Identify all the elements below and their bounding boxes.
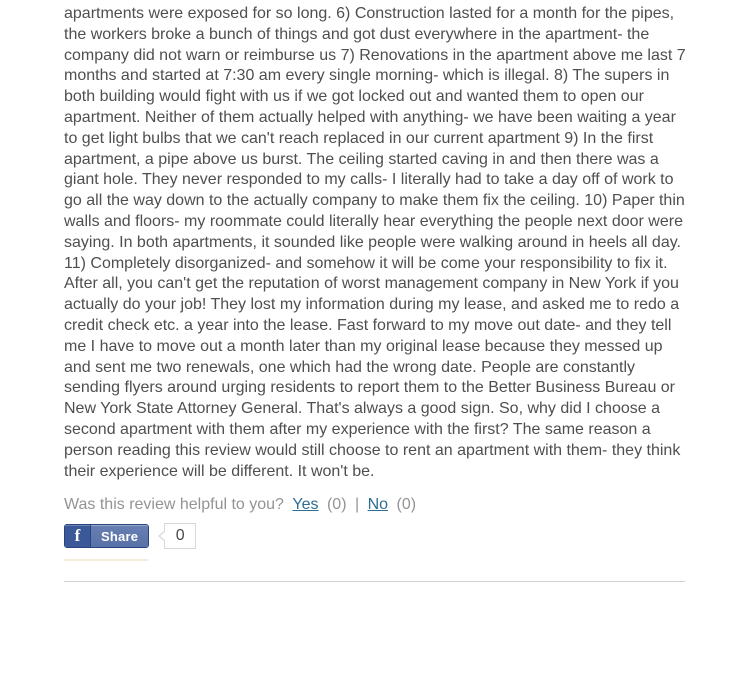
review-body-text: apartments were exposed for so long. 6) Construction lasted for a month for the pipes, the workers broke a bunch of things and got dust everywhere in the apartment- the company did not warn or reimburse us 7) Renovations in the apartment above me last 7 months and started at 7:30 am every single morning- which is illegal. 8) The supers in both building would fight with us if we got locked out and wanted them to open our apartment. Neither of them actually helped with anything- we have been waiting a year to get light bulbs that we can't reach replaced in our current apartment 9) In the first apartment, a pipe above us burst. The ceiling started caving in and then there was a giant hole. They never responded to my calls- I literally had to take a day off of work to go all the way down to the actually company to make them fix the ceiling. 10) Paper thin walls and floors- my roommate could literally hear everything the people next door were saying. In both apartments, it sounded like people were walking around in heels all day. 11) Completely disorganized- and somehow it will be come your responsibility to fix it. After all, you can't get the reputation of worst management company in New York if you actually do your job! They lost my information during my lease, and asked me to redo a credit check etc. a year into the lease. Fast forward to my move out date- and they tell me I have to move out a month later than my original lease because they messed up and sent me two renewals, one which had the wrong date. People are constantly sending flyers around urging residents to report them to the Better Business Bureau or New York State Attorney General. That's always a good sign. So, why did I choose a second apartment with them after my experience with the first? The same reason a person reading this review would still choose to rent an apartment with them- they think their experience will be different. It won't be. — [64, 5, 686, 480]
share-row — [64, 523, 736, 549]
share-count-value: 0 — [175, 527, 185, 545]
faint-separator-line — [64, 559, 148, 561]
bottom-divider-line — [64, 581, 685, 582]
facebook-share-button[interactable] — [64, 524, 149, 548]
helpful-no-link[interactable]: No — [367, 496, 389, 514]
helpful-no-count: (0) — [396, 496, 417, 514]
share-count-pointer-fill — [160, 530, 167, 542]
facebook-share-label: Share — [91, 525, 148, 547]
facebook-f-icon: f — [65, 525, 91, 547]
share-count-bubble — [164, 523, 196, 549]
helpful-separator: | — [354, 496, 360, 514]
helpful-row — [64, 496, 736, 516]
helpful-question: Was this review helpful to you? — [64, 496, 284, 514]
helpful-yes-link[interactable]: Yes — [292, 496, 319, 514]
helpful-yes-count: (0) — [326, 496, 347, 514]
